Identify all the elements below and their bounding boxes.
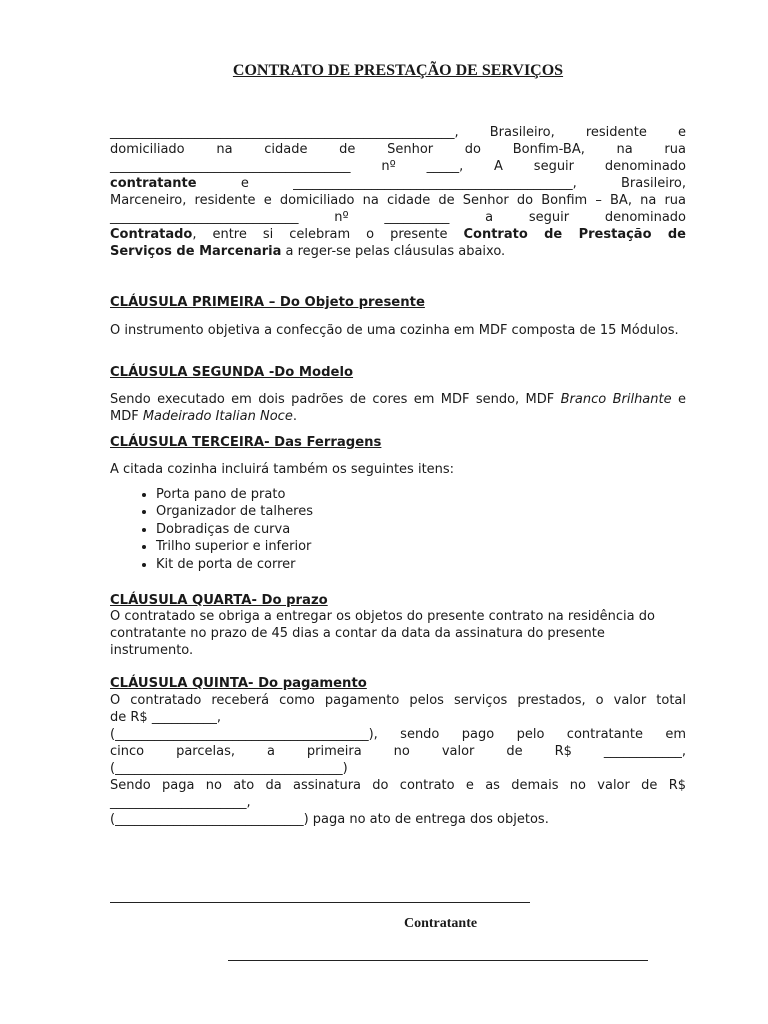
intro-line-7-text: , entre si celebram o presente xyxy=(192,227,464,242)
clause-2-text xyxy=(110,391,686,425)
clause-5-line-3: (_______________________________________), sendo pago pelo contratante em xyxy=(110,727,686,742)
list-item: • Dobradiças de curva xyxy=(156,521,313,538)
intro-line-8 xyxy=(110,243,686,260)
clause-5-line-4: cinco parcelas, a primeira no valor de R$ ____________, xyxy=(110,744,686,759)
signature-line-contratante xyxy=(110,902,530,903)
clause-5-line-1: O contratado receberá como pagamento pelos serviços prestados, o valor total xyxy=(110,693,686,708)
clause-5-heading: CLÁUSULA QUINTA- Do pagamento xyxy=(110,676,367,691)
intro-line-3: _____________________________________ nº _____, A seguir denominado xyxy=(110,159,686,174)
signature-label-contratante: Contratante xyxy=(404,916,478,931)
items-list xyxy=(110,486,313,573)
contratante-term: contratante xyxy=(110,176,197,191)
intro-line-4 xyxy=(110,175,686,192)
clause-5-line-2: de R$ __________, xyxy=(110,710,221,725)
list-item: • Porta pano de prato xyxy=(156,486,313,503)
intro-line-4-text: e ___________________________________________, Brasileiro, xyxy=(196,176,686,191)
list-item: • Trilho superior e inferior xyxy=(156,538,313,555)
list-item: • Organizador de talheres xyxy=(156,503,313,520)
intro-line-8-text: a reger-se pelas cláusulas abaixo. xyxy=(281,244,506,259)
signature-line-second xyxy=(228,960,648,961)
clause-5-line-5: (___________________________________) xyxy=(110,761,348,776)
intro-line-5: Marceneiro, residente e domiciliado na cidade de Senhor do Bonfim – BA, na rua xyxy=(110,193,686,208)
clause-3-text: A citada cozinha incluirá também os seguintes itens: xyxy=(110,462,455,477)
intro-line-1: _____________________________________________________, Brasileiro, residente e xyxy=(110,125,686,140)
contratado-term: Contratado xyxy=(110,227,193,242)
clause-2-heading: CLÁUSULA SEGUNDA -Do Modelo xyxy=(110,365,354,380)
clause-2-text-a: Sendo executado em dois padrões de cores em MDF sendo, MDF xyxy=(110,392,561,407)
intro-line-6: _____________________________ nº __________ a seguir denominado xyxy=(110,210,686,225)
list-item: • Kit de porta de correr xyxy=(156,556,313,573)
contract-name-part-2: Serviços de Marcenaria xyxy=(110,244,282,259)
color-madeirado-noce: Madeirado Italian Noce xyxy=(142,409,293,425)
color-branco-brilhante: Branco Brilhante xyxy=(560,392,672,407)
clause-5-line-6: Sendo paga no ato da assinatura do contrato e as demais no valor de R$ xyxy=(110,778,686,793)
intro-line-7 xyxy=(110,226,686,243)
clause-5-line-8: (_____________________________) paga no ato de entrega dos objetos. xyxy=(110,812,549,827)
clause-4-heading: CLÁUSULA QUARTA- Do prazo xyxy=(110,593,328,608)
clause-2-text-b: e MDF xyxy=(110,392,686,425)
contract-name-part-1: Contrato de Prestação de xyxy=(463,227,686,242)
clause-4-text: O contratado se obriga a entregar os objetos do presente contrato na residência do contratante no prazo de 45 dias a contar da data da assinatura do presente instrumento. xyxy=(110,609,655,659)
clause-1-heading: CLÁUSULA PRIMEIRA – Do Objeto presente xyxy=(110,295,425,310)
clause-2-text-c: . xyxy=(292,409,297,425)
clause-3-heading: CLÁUSULA TERCEIRA- Das Ferragens xyxy=(110,435,382,450)
clause-5-line-7: _____________________, xyxy=(110,795,251,810)
intro-line-2: domiciliado na cidade de Senhor do Bonfim-BA, na rua xyxy=(110,142,686,157)
clause-1-text: O instrumento objetiva a confecção de uma cozinha em MDF composta de 15 Módulos. xyxy=(110,323,679,338)
document-title: CONTRATO DE PRESTAÇÃO DE SERVIÇOS xyxy=(232,62,564,79)
